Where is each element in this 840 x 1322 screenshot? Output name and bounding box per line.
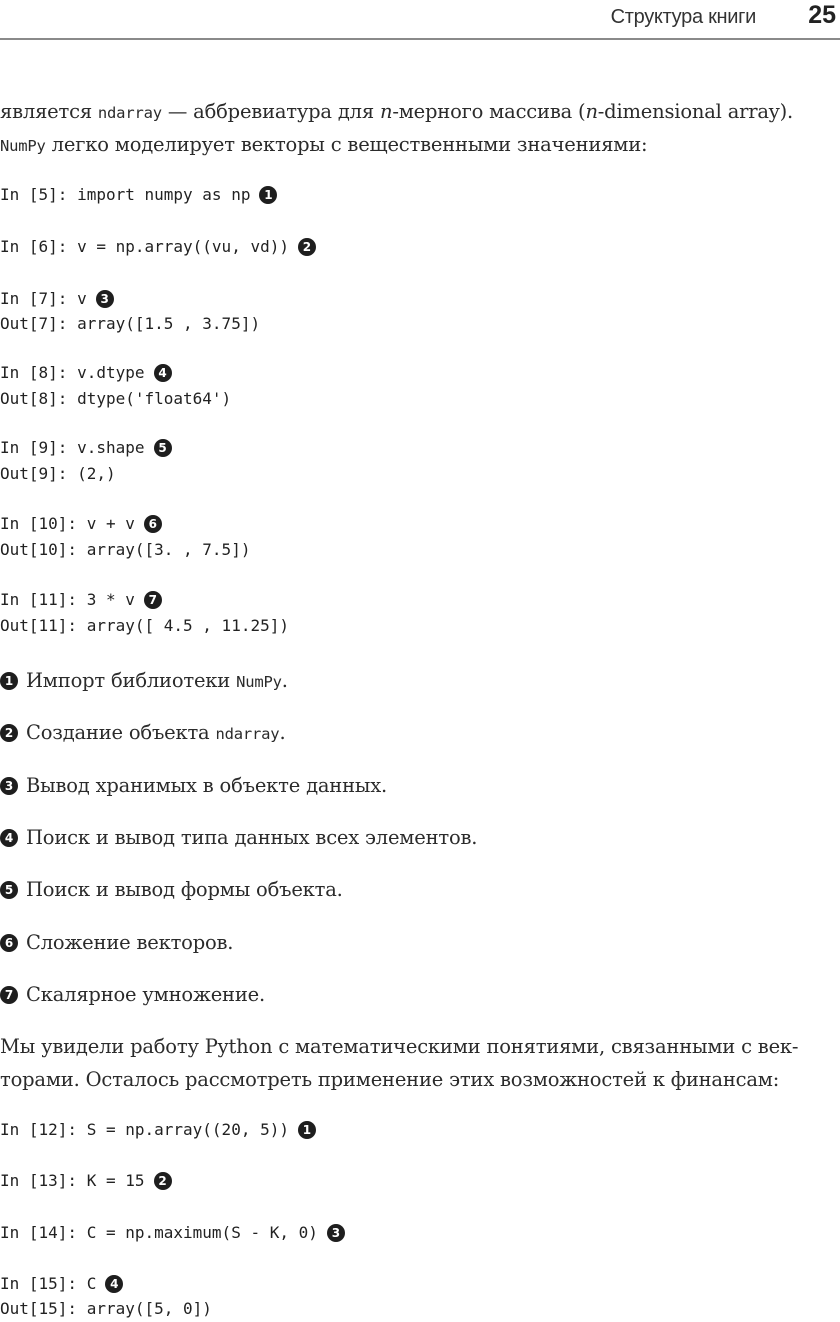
code-line-in-5: In [5]: import numpy as np 1 — [0, 182, 277, 208]
page-number: 25 — [808, 1, 836, 29]
code-line-in-13: In [13]: K = 15 2 — [0, 1168, 172, 1194]
note-2: 2 Создание объекта ndarray. — [0, 718, 285, 749]
callout-marker: 4 — [0, 829, 18, 847]
inline-code-numpy: NumPy — [0, 137, 46, 155]
callout-marker: 1 — [259, 186, 277, 204]
code-line-out-10: Out[10]: array([3. , 7.5]) — [0, 540, 251, 559]
note-3: 3 Вывод хранимых в объекте данных. — [0, 771, 387, 801]
code-line-in-10: In [10]: v + v 6 — [0, 511, 162, 537]
callout-marker: 3 — [0, 777, 18, 795]
callout-marker: 1 — [298, 1121, 316, 1139]
running-header — [0, 0, 840, 40]
callout-marker: 1 — [0, 672, 18, 690]
callout-marker: 6 — [144, 515, 162, 533]
code-line-out-11: Out[11]: array([ 4.5 , 11.25]) — [0, 616, 289, 635]
summary-line-1: Мы увидели работу Python с математическими понятиями, связанными с век- — [0, 1035, 799, 1058]
callout-marker: 5 — [0, 881, 18, 899]
note-1: 1 Импорт библиотеки NumPy. — [0, 666, 288, 697]
code-line-in-6: In [6]: v = np.array((vu, vd)) 2 — [0, 234, 316, 260]
code-line-in-11: In [11]: 3 * v 7 — [0, 587, 162, 613]
callout-marker: 3 — [327, 1224, 345, 1242]
code-line-in-9: In [9]: v.shape 5 — [0, 435, 172, 461]
code-line-out-9: Out[9]: (2,) — [0, 464, 116, 483]
callout-marker: 5 — [154, 439, 172, 457]
callout-marker: 6 — [0, 934, 18, 952]
code-line-out-7: Out[7]: array([1.5 , 3.75]) — [0, 314, 261, 333]
callout-marker: 7 — [0, 986, 18, 1004]
note-6: 6 Сложение векторов. — [0, 928, 233, 958]
code-line-in-12: In [12]: S = np.array((20, 5)) 1 — [0, 1117, 316, 1143]
intro-line-1: является ndarray — аббревиатура для n-мерного массива (n-dimensional array). — [0, 100, 794, 123]
note-4: 4 Поиск и вывод типа данных всех элементов. — [0, 823, 477, 853]
callout-marker: 4 — [154, 364, 172, 382]
code-line-in-14: In [14]: C = np.maximum(S - K, 0) 3 — [0, 1220, 345, 1246]
code-line-in-7: In [7]: v 3 — [0, 286, 114, 312]
code-line-out-8: Out[8]: dtype('float64') — [0, 389, 232, 408]
callout-marker: 2 — [298, 238, 316, 256]
note-5: 5 Поиск и вывод формы объекта. — [0, 875, 343, 905]
header-title: Структура книги — [610, 6, 756, 28]
callout-marker: 2 — [154, 1172, 172, 1190]
inline-code-ndarray: ndarray — [97, 104, 162, 122]
callout-marker: 2 — [0, 724, 18, 742]
code-line-in-15: In [15]: C 4 — [0, 1271, 123, 1297]
callout-marker: 4 — [105, 1275, 123, 1293]
note-7: 7 Скалярное умножение. — [0, 980, 265, 1010]
summary-line-2: торами. Осталось рассмотреть применение этих возможностей к финансам: — [0, 1068, 780, 1091]
code-line-out-15: Out[15]: array([5, 0]) — [0, 1299, 212, 1318]
callout-marker: 7 — [144, 591, 162, 609]
code-line-in-8: In [8]: v.dtype 4 — [0, 360, 172, 386]
callout-marker: 3 — [96, 290, 114, 308]
intro-line-2: NumPy легко моделирует векторы с вещественными значениями: — [0, 133, 648, 156]
